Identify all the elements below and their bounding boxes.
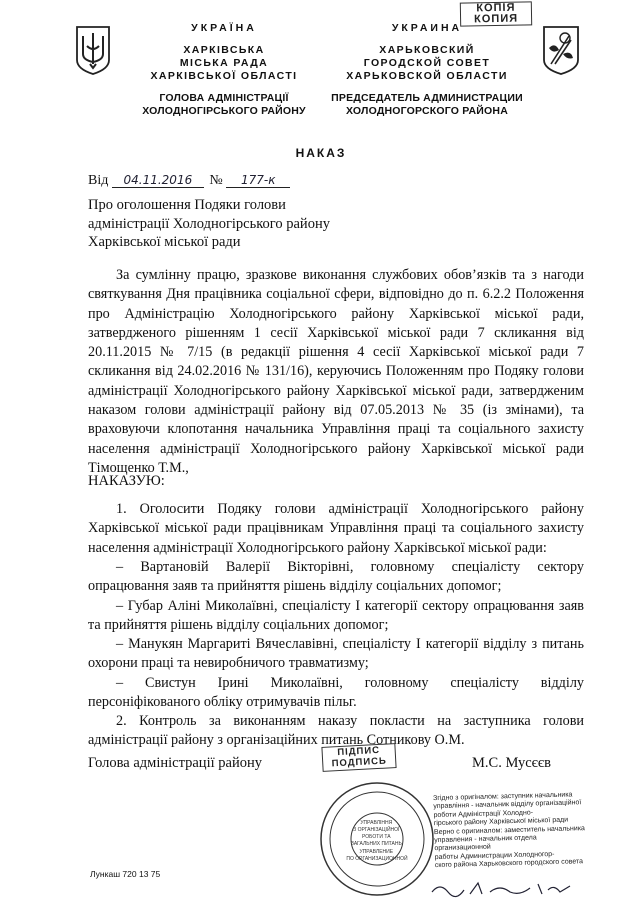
certification-line: управления - начальник отдела организационной [434,834,537,853]
certification-line: ского района Харьковского городского совета [434,858,584,870]
certification-line: гірського району Харківської міської ради [433,816,569,828]
header-right [322,22,532,118]
order-item-1: 1. Оголосити Подяку голови адміністрації Холодногірського району Харківської міської ради працівникам Управління праці та соціального захисту населення адміністрації Холодногірського району Харківської міської ради: [88,501,584,556]
order-label: НАКАЗУЮ: [88,473,165,489]
header-left [136,22,312,118]
certification-line: работы Администрации Холодногор- [434,850,555,861]
certification-note [433,791,595,871]
header-right-line1: ХАРЬКОВСКИЙ [379,44,475,56]
signature-stamp-ua: ПІДПИС [337,744,381,759]
header-right-country: УКРАИНА [391,22,463,34]
subject-line: Харківської міської ради [88,234,241,250]
kharkiv-emblem-icon [541,24,581,76]
header-left-country: УКРАЇНА [191,22,257,34]
date-prefix: Від [88,173,109,188]
document-title: НАКАЗ [295,146,347,160]
document-date: 04.11.2016 [112,173,204,188]
copy-stamp-ua: КОПІЯ [476,1,516,15]
svg-text:УПРАВЛІННЯ З ОРГАНІЗАЦІЙНО: УПРАВЛІННЯ З ОРГАНІЗАЦІЙНОЇ РОБОТИ ТА ЗАГАЛЬНИХ ПИТАНЬ УПРАВЛЕНИЕ ПО ОРГАНИЗАЦИОННОЙ [346,820,408,862]
certification-line: управління - начальник відділу організаційної [433,799,582,811]
header-right-line2: ГОРОДСКОЙ СОВЕТ [363,57,491,69]
document-subject [88,196,330,252]
signature-title: Голова адміністрації району [88,755,262,771]
header-left-sub2: ХОЛОДНОГІРСЬКОГО РАЙОНУ [142,105,306,117]
trident-emblem-icon [74,24,112,76]
award-person: – Свистун Ірині Миколаївні, головному спеціалісту відділу персоніфікованого обліку отримувачів пільг. [88,675,584,711]
header-left-sub1: ГОЛОВА АДМІНІСТРАЦІЇ [159,92,289,104]
subject-line: адміністрації Холодногірського району [88,215,330,232]
header-left-line1: ХАРКІВСЬКА [183,44,265,56]
signature-stamp-ru: ПОДПИСЬ [331,755,388,769]
certification-line: роботи Адміністрації Холодно- [433,809,534,819]
signature-stamp [321,743,396,772]
copy-stamp [460,1,532,26]
order-item-2: 2. Контроль за виконанням наказу покласти на заступника голови адміністрації району з організаційних питань Сотникову О.М. [88,713,584,749]
header-right-sub1: ПРЕДСЕДАТЕЛЬ АДМИНИСТРАЦИИ [331,92,523,104]
header-left-line2: МІСЬКА РАДА [179,57,269,69]
signature-name: М.С. Мусєєв [472,755,551,771]
round-seal-icon [318,780,436,898]
award-person: – Губар Аліні Миколаївні, спеціалісту І категорії сектору опрацювання заяв та прийняття рішень відділу соціальних допомог; [88,598,584,634]
number-prefix: № [209,173,223,188]
executor-info: Лункаш 720 13 75 [90,869,161,879]
header-right-sub2: ХОЛОДНОГОРСКОГО РАЙОНА [346,105,508,117]
document-reference [88,173,290,189]
copy-stamp-ru: КОПИЯ [473,12,519,26]
document-number: 177-к [226,173,290,188]
certification-line: Згідно з оригіналом: заступник начальника [433,791,573,803]
award-person: – Вартановій Валерії Вікторівні, головному спеціалісту сектору опрацювання заяв та прийняття рішень відділу соціальних допомог; [88,559,584,595]
header-left-line3: ХАРКІВСЬКОЇ ОБЛАСТІ [150,70,298,82]
handwritten-signature-icon [430,880,580,898]
award-person: – Манукян Маргариті Вячеславівні, спеціалісту І категорії відділу з питань охорони праці та невиробничого травматизму; [88,636,584,672]
subject-line: Про оголошення Подяки голови [88,197,286,213]
certification-line: Верно с оригиналом: заместитель начальника [433,824,585,836]
header-right-line3: ХАРЬКОВСКОЙ ОБЛАСТИ [346,70,508,82]
preamble-paragraph: За сумлінну працю, зразкове виконання службових обов’язків та з нагоди святкування Дня працівника соціальної сфери, відповідно до п. 6.2.2 Положення про Адміністрацію Холодногірського району Харківської міської ради, затвердженого рішенням 1 сесії Харківської міської ради 7 скликання від 20.11.2015 № 7/15 (в редакції рішення 4 сесії Харківської міської ради 7 скликання від 24.02.2016 № 131/16), керуючись Положенням про Подяку голови адміністрації Холодногірського району Харківської міської ради, затвердженим наказом голови адміністрації району від 07.05.2013 № 35 (із змінами), та враховуючи клопотання начальника Управління праці та соціального захисту населення адміністрації Холодногірського району Харківської міської ради Тімощенко Т.М., [88,267,584,476]
